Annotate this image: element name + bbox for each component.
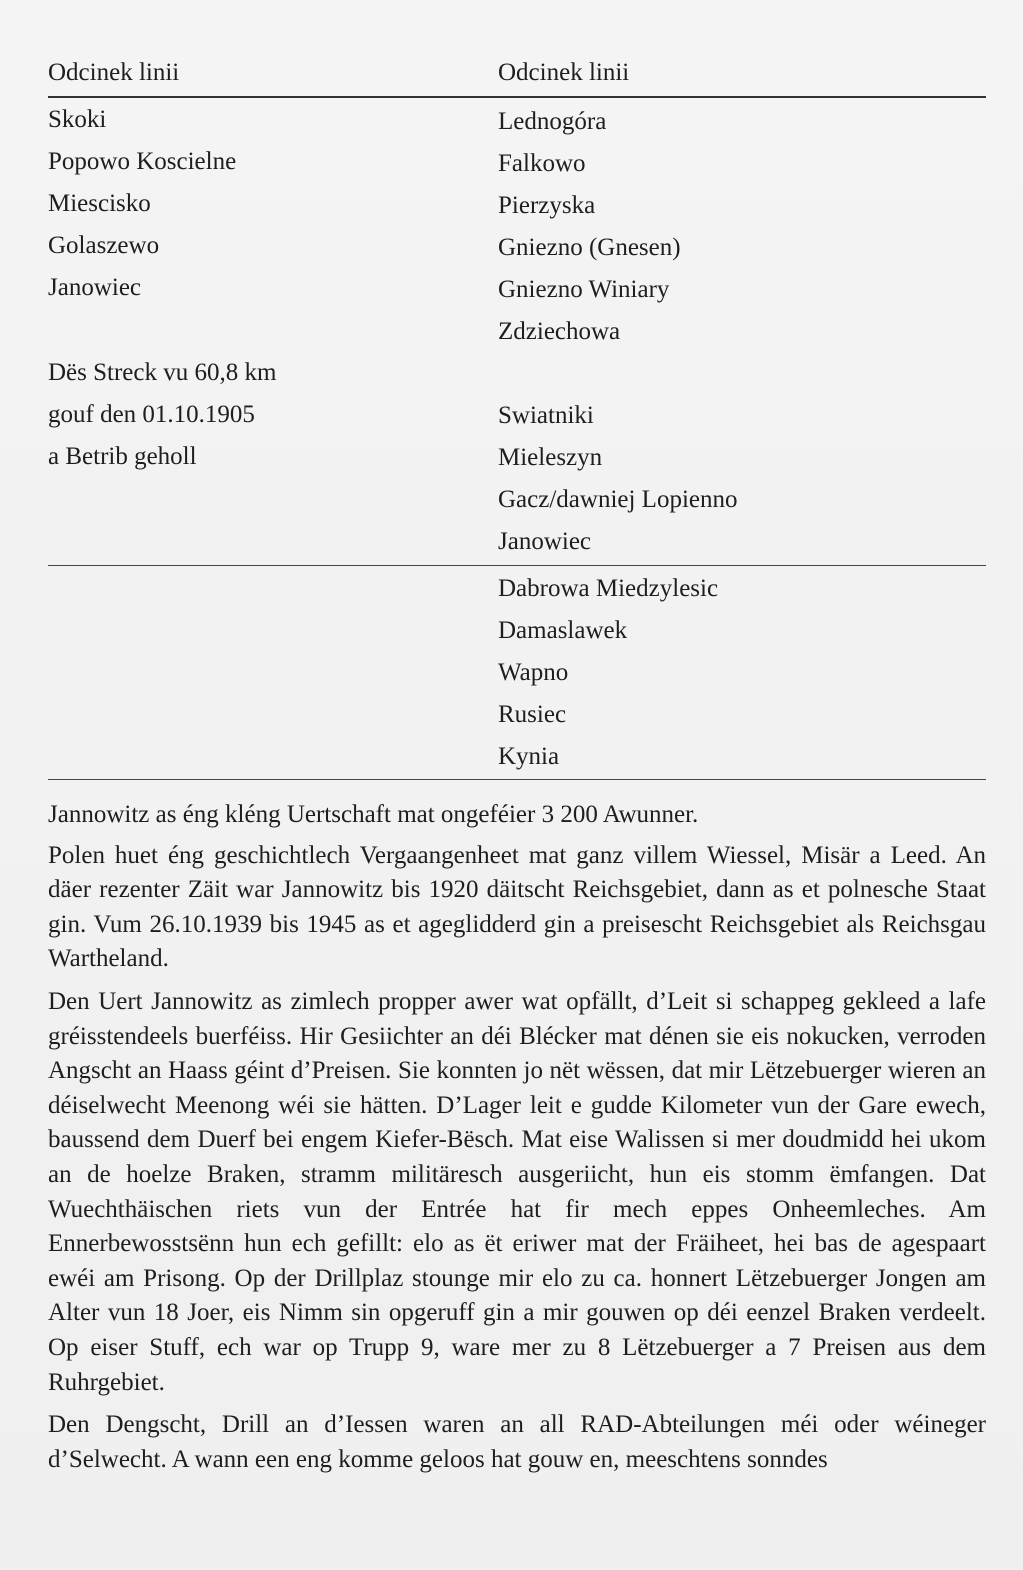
left-station: Miescisko: [48, 190, 151, 217]
line-note: gouf den 01.10.1905: [48, 401, 255, 428]
table-header-left: Odcinek linii: [48, 59, 180, 86]
paragraph: Jannowitz as éng kléng Uertschaft mat ongeféier 3 200 Awunner.: [48, 801, 699, 828]
right-station: Swiatniki: [498, 402, 594, 429]
body-text: [48, 798, 986, 1485]
right-station: Wapno: [498, 659, 569, 686]
line-note: a Betrib geholl: [48, 443, 197, 470]
table-header-right: Odcinek linii: [498, 59, 630, 86]
right-station: Gniezno (Gnesen): [498, 234, 681, 261]
left-station: Skoki: [48, 106, 107, 133]
right-station: Falkowo: [498, 150, 586, 177]
header-rule: [48, 96, 986, 98]
right-station: Damaslawek: [498, 617, 628, 644]
right-station: Mieleszyn: [498, 444, 603, 471]
paragraph: Den Uert Jannowitz as zimlech propper awer wat opfällt, d’Leit si schappeg gekleed a lafe gréisstendeels buerféiss. Hir Gesiichter an déi Blécker mat dénen sie eis nokucken, verroden Angscht an Haass géint d’Preisen. Sie konnten jo nët wëssen, dat mir Lëtzebuerger wieren an déiselwecht Meenong wéi sie hätten. D’Lager leit e gudde Kilometer vun der Gare ewech, baussend dem Duerf bei engem Kiefer-Bësch. Mat eise Walissen si mer doudmidd hei ukom an de hoelze Braken, stramm militäresch ausgeriicht, hun eis stomm ëmfangen. Dat Wuechthäischen riets vun der Entrée hat fir mech eppes Onheemleches. Am Ennerbewosstsënn hun ech gefillt: elo as ët eriwer mat der Fräiheet, hei bas de agespaart ewéi am Prisong. Op der Drillplaz stounge mir elo zu ca. honnert Lëtzebuerger Jongen am Alter vun 18 Joer, eis Nimm sin opgeruff gin a mir gouwen op déi eenzel Braken verdeelt. Op eiser Stuff, ech war op Trupp 9, ware mer zu 8 Lëtzebuerger a 7 Preisen aus dem Ruhrgebiet.: [48, 987, 986, 1396]
paragraph: Den Dengscht, Drill an d’Iessen waren an all RAD-Abteilungen méi oder wéineger d’Selwecht. A wann een eng komme geloos hat gouw en, meeschtens sonndes: [48, 1411, 986, 1473]
right-station: Rusiec: [498, 701, 567, 728]
right-station: Kynia: [498, 743, 560, 770]
line-note: Dës Streck vu 60,8 km: [48, 359, 277, 386]
right-station: Dabrowa Miedzylesic: [498, 575, 719, 602]
right-station: Gacz/dawniej Lopienno: [498, 486, 738, 513]
section-rule: [48, 565, 986, 566]
right-station: Janowiec: [498, 528, 592, 555]
right-station: Pierzyska: [498, 192, 596, 219]
right-station: Zdziechowa: [498, 318, 621, 345]
left-station: Janowiec: [48, 274, 142, 301]
right-station: Gniezno Winiary: [498, 276, 670, 303]
right-station: Lednogóra: [498, 108, 607, 135]
left-station: Popowo Koscielne: [48, 148, 237, 175]
left-station: Golaszewo: [48, 232, 160, 259]
paragraph: Polen huet éng geschichtlech Vergaangenheet mat ganz villem Wiessel, Misär a Leed. An däer rezenter Zäit war Jannowitz bis 1920 däitscht Reichsgebiet, dann as et polnesche Staat gin. Vum 26.10.1939 bis 1945 as et ageglidderd gin a preisescht Reichsgebiet als Reichsgau Wartheland.: [48, 841, 986, 973]
table-bottom-rule: [48, 779, 986, 780]
